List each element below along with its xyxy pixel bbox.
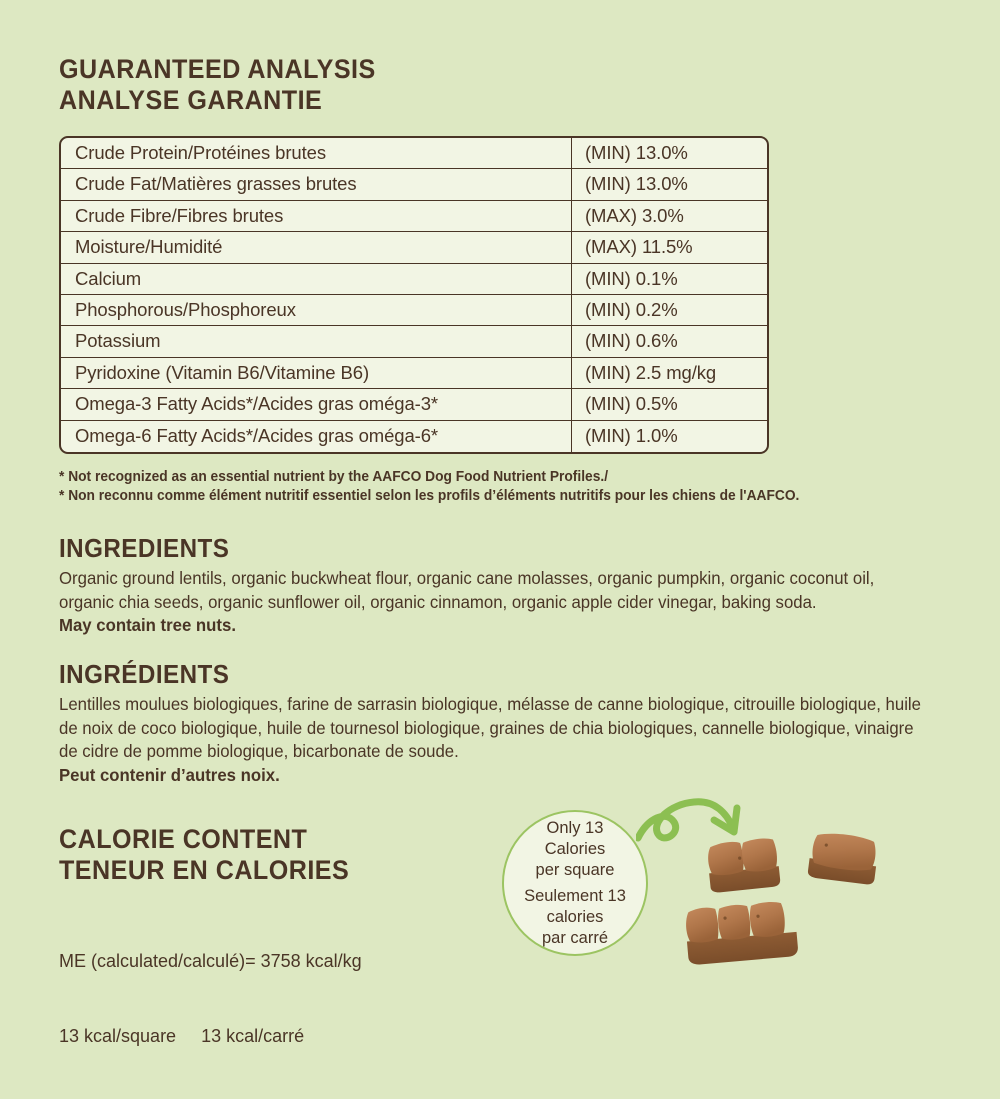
table-row <box>61 138 767 169</box>
nutrient-value: (MIN) 0.1% <box>585 267 678 289</box>
footnote-en: * Not recognized as an essential nutrient by the AAFCO Dog Food Nutrient Profiles./ <box>59 469 609 485</box>
ingredients-note-en: May contain tree nuts. <box>59 615 236 635</box>
calorie-badge-text-en: Only 13 Calories per square <box>535 818 615 879</box>
ingredients-heading-fr: INGRÉDIENTS <box>59 659 230 689</box>
calorie-line-per-square: 13 kcal/square 13 kcal/carré <box>59 1026 305 1046</box>
ingredients-body-en: Organic ground lentils, organic buckwheat flour, organic cane molasses, organic pumpkin, organic coconut oil, organic chia seeds, organic sunflower oil, organic cinnamon, organic apple cider vinegar, baking soda. <box>59 568 875 612</box>
table-row <box>61 232 767 263</box>
footnotes <box>59 468 959 506</box>
ingredients-heading-en: INGREDIENTS <box>59 533 230 563</box>
nutrient-name: Pyridoxine (Vitamin B6/Vitamine B6) <box>61 358 572 388</box>
calorie-line-me: ME (calculated/calculé)= 3758 kcal/kg <box>59 951 362 971</box>
nutrient-value: (MIN) 1.0% <box>585 424 678 446</box>
calorie-content-heading-en: CALORIE CONTENT <box>59 824 308 854</box>
table-row <box>61 169 767 200</box>
nutrient-name: Potassium <box>61 326 572 356</box>
nutrient-value: (MIN) 2.5 mg/kg <box>585 361 717 383</box>
table-row <box>61 295 767 326</box>
guaranteed-analysis-table <box>59 136 769 454</box>
table-row <box>61 326 767 357</box>
table-row <box>61 421 767 452</box>
guaranteed-analysis-heading-fr: ANALYSE GARANTIE <box>59 85 323 115</box>
calorie-badge <box>502 810 648 956</box>
ingredients-section-en <box>59 533 959 638</box>
guaranteed-analysis-heading-en: GUARANTEED ANALYSIS <box>59 54 376 84</box>
dog-treat-squares <box>676 800 996 1000</box>
nutrient-name: Crude Protein/Protéines brutes <box>61 138 572 168</box>
calorie-content-section <box>59 824 371 1099</box>
nutrient-name: Omega-3 Fatty Acids*/Acides gras oméga-3* <box>61 389 572 419</box>
nutrient-value: (MAX) 3.0% <box>585 204 684 226</box>
table-row <box>61 201 767 232</box>
nutrient-name: Phosphorous/Phosphoreux <box>61 295 572 325</box>
nutrient-value: (MIN) 0.5% <box>585 393 678 415</box>
calorie-values <box>59 899 371 1099</box>
nutrient-value: (MIN) 0.6% <box>585 330 678 352</box>
calorie-content-heading-fr: TENEUR EN CALORIES <box>59 855 350 885</box>
nutrient-name: Moisture/Humidité <box>61 232 572 262</box>
table-row <box>61 358 767 389</box>
nutrient-value: (MIN) 0.2% <box>585 298 678 320</box>
nutrient-name: Omega-6 Fatty Acids*/Acides gras oméga-6* <box>61 421 572 452</box>
calorie-badge-text-fr: Seulement 13 calories par carré <box>524 886 626 947</box>
guaranteed-analysis-heading <box>59 54 376 116</box>
ingredients-body-fr: Lentilles moulues biologiques, farine de sarrasin biologique, mélasse de canne biologique, citrouille biologique, huile de noix de coco biologique, huile de tournesol biologique, graines de chia biologiques, cannelle biologique, vinaigre de cidre de pomme biologique, bicarbonate de soude. <box>59 694 921 761</box>
nutrient-value: (MIN) 13.0% <box>585 141 688 163</box>
table-row <box>61 389 767 420</box>
nutrient-name: Calcium <box>61 264 572 294</box>
footnote-fr: * Non reconnu comme élément nutritif essentiel selon les profils d’éléments nutritifs pour les chiens de l'AAFCO. <box>59 488 800 504</box>
nutrient-value: (MIN) 13.0% <box>585 173 688 195</box>
ingredients-note-fr: Peut contenir d’autres noix. <box>59 764 280 785</box>
nutrient-name: Crude Fibre/Fibres brutes <box>61 201 572 231</box>
table-row <box>61 264 767 295</box>
nutrient-value: (MAX) 11.5% <box>585 236 693 258</box>
nutrient-name: Crude Fat/Matières grasses brutes <box>61 169 572 199</box>
ingredients-section-fr <box>59 659 959 787</box>
